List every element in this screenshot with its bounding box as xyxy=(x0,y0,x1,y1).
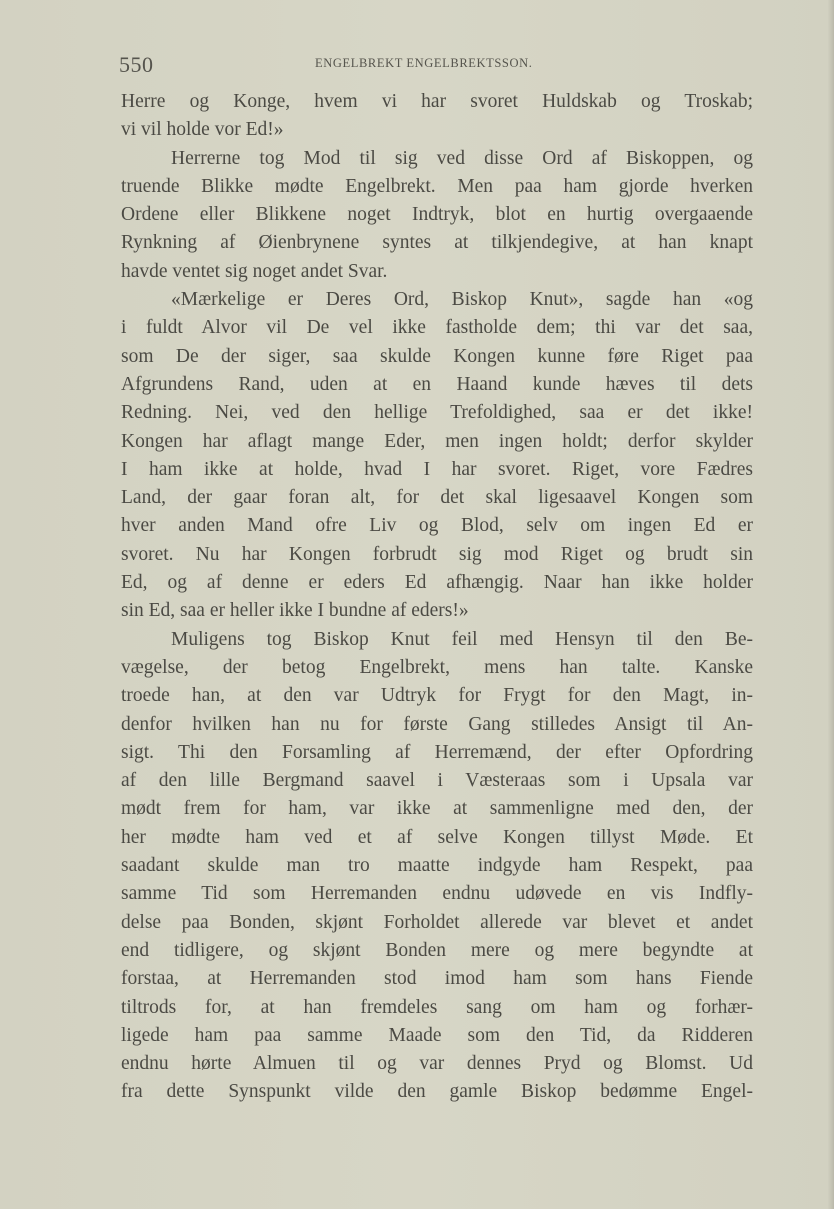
text-line: tiltrods for, at han fremdeles sang om ham og forhær- xyxy=(121,996,753,1018)
text-line: delse paa Bonden, skjønt Forholdet allerede var blevet et andet xyxy=(121,911,753,933)
text-line: sigt. Thi den Forsamling af Herremænd, der efter Opfordring xyxy=(121,741,753,763)
text-line: Herre og Konge, hvem vi har svoret Huldskab og Troskab; xyxy=(121,91,753,112)
text-line: Ordene eller Blikkene noget Indtryk, blot en hurtig overgaaende xyxy=(121,204,753,226)
text-line: saadant skulde man tro maatte indgyde ham Respekt, paa xyxy=(121,855,753,877)
text-line: Afgrundens Rand, uden at en Haand kunde hæves til dets xyxy=(121,373,753,395)
text-line: hver anden Mand ofre Liv og Blod, selv om ingen Ed er xyxy=(121,515,753,537)
text-line: Land, der gaar foran alt, for det skal ligesaavel Kongen som xyxy=(121,487,753,509)
text-line: fra dette Synspunkt vilde den gamle Biskop bedømme Engel- xyxy=(121,1081,753,1103)
text-line: vægelse, der betog Engelbrekt, mens han talte. Kanske xyxy=(121,656,753,678)
text-line: endnu hørte Almuen til og var dennes Pryd og Blomst. Ud xyxy=(121,1053,753,1075)
text-line: Ed, og af denne er eders Ed afhængig. Naar han ikke holder xyxy=(121,572,753,594)
text-line: «Mærkelige er Deres Ord, Biskop Knut», sagde han «og xyxy=(171,289,753,311)
text-line: mødt frem for ham, var ikke at sammenligne med den, der xyxy=(121,798,753,820)
text-line: forstaa, at Herremanden stod imod ham som hans Fiende xyxy=(121,968,753,990)
text-line: svoret. Nu har Kongen forbrudt sig mod Riget og brudt sin xyxy=(121,543,753,565)
text-line: sin Ed, saa er heller ikke I bundne af eders!» xyxy=(121,600,469,622)
text-line: end tidligere, og skjønt Bonden mere og mere begyndte at xyxy=(121,939,753,961)
text-line: Herrerne tog Mod til sig ved disse Ord af Biskoppen, og xyxy=(171,147,753,169)
text-line: samme Tid som Herremanden endnu udøvede en vis Indfly- xyxy=(121,883,753,905)
text-line: Redning. Nei, ved den hellige Trefoldighed, saa er det ikke! xyxy=(121,402,753,424)
text-line: troede han, at den var Udtryk for Frygt for den Magt, in- xyxy=(121,685,753,707)
text-line: truende Blikke mødte Engelbrekt. Men paa ham gjorde hverken xyxy=(121,175,753,197)
body-text xyxy=(121,88,753,1107)
text-line: I ham ikke at holde, hvad I har svoret. Riget, vore Fædres xyxy=(121,458,753,480)
text-line: ligede ham paa samme Maade som den Tid, da Ridderen xyxy=(121,1024,753,1046)
text-line: som De der siger, saa skulde Kongen kunne føre Riget paa xyxy=(121,345,753,367)
text-line: i fuldt Alvor vil De vel ikke fastholde dem; thi var det saa, xyxy=(121,317,753,339)
page-header xyxy=(119,50,759,80)
text-line: Kongen har aflagt mange Eder, men ingen holdt; derfor skylder xyxy=(121,430,753,452)
text-line: Rynkning af Øienbrynene syntes at tilkjendegive, at han knapt xyxy=(121,232,753,254)
text-line: vi vil holde vor Ed!» xyxy=(121,119,284,141)
page-edge-shadow xyxy=(828,0,834,1209)
text-line: havde ventet sig noget andet Svar. xyxy=(121,260,388,282)
text-line: denfor hvilken han nu for første Gang stilledes Ansigt til An- xyxy=(121,713,753,735)
page-number: 550 xyxy=(119,52,154,77)
text-line: Muligens tog Biskop Knut feil med Hensyn til den Be- xyxy=(171,628,753,650)
running-title: ENGELBREKT ENGELBREKTSSON. xyxy=(315,56,533,70)
text-line: her mødte ham ved et af selve Kongen tillyst Møde. Et xyxy=(121,826,753,848)
text-line: af den lille Bergmand saavel i Væsteraas som i Upsala var xyxy=(121,770,753,792)
